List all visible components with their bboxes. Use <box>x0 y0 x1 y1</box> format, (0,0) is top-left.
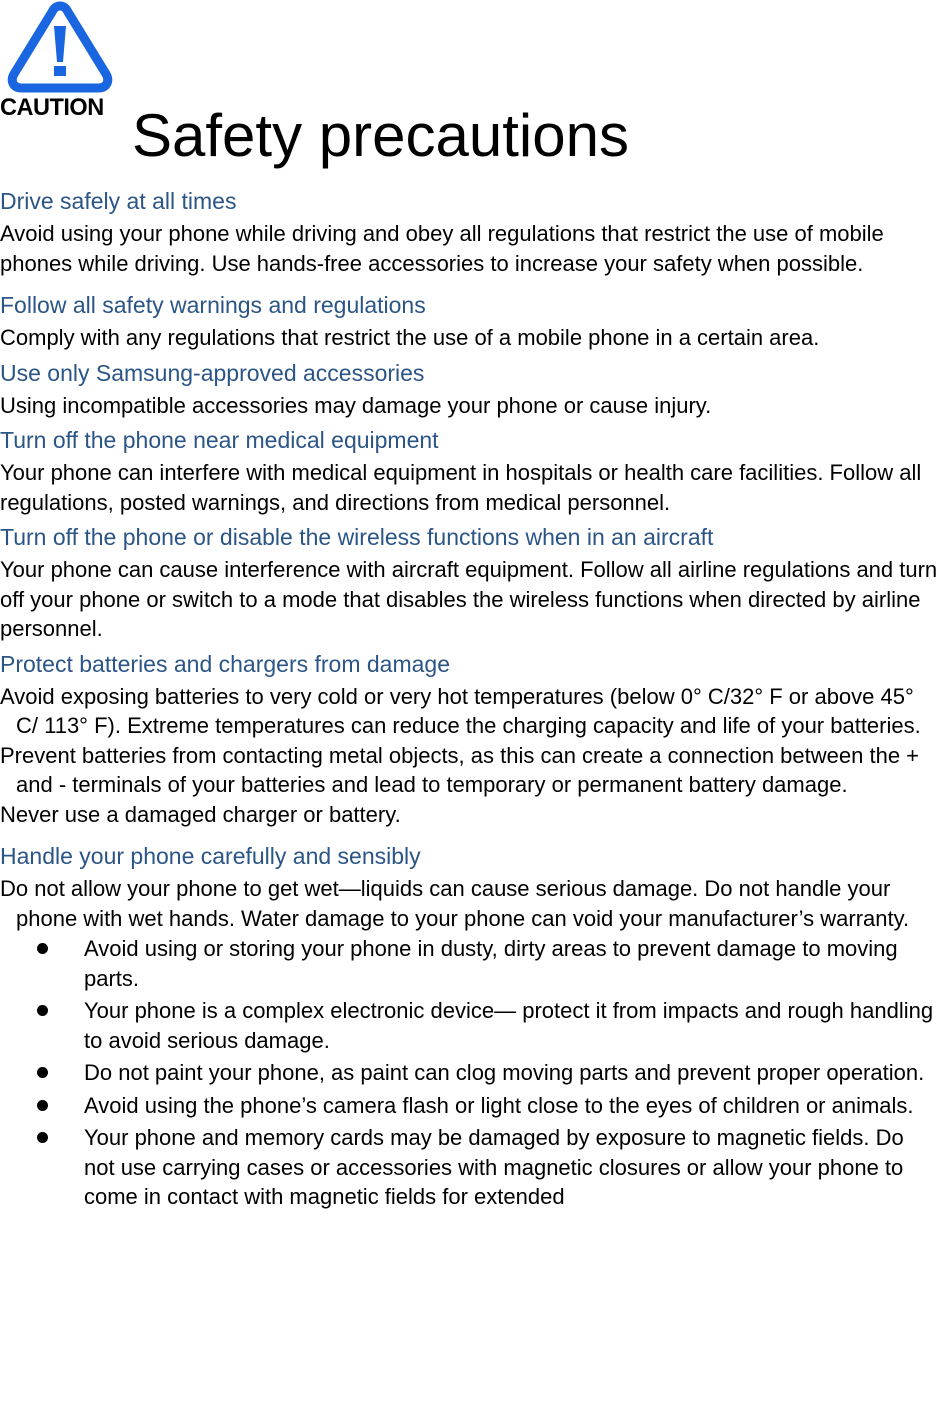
section-paragraph: Avoid using your phone while driving and obey all regulations that restrict the use of mobile phones while driving. Use hands-free accessories to increase your safety when possible. <box>0 221 884 276</box>
list-item-text: Avoid using or storing your phone in dusty, dirty areas to prevent damage to moving parts. <box>84 936 898 991</box>
section-paragraph: Your phone can interfere with medical equipment in hospitals or health care facilities. Follow all regulations, posted warnings, and directions from medical personnel. <box>0 460 922 515</box>
list-item-text: Your phone is a complex electronic device— protect it from impacts and rough handling to avoid serious damage. <box>84 998 934 1053</box>
section-paragraph: Avoid exposing batteries to very cold or very hot temperatures (below 0° C/32° F or above 45° C/ 113° F). Extreme temperatures can reduce the charging capacity and life of your batteries. <box>0 683 921 738</box>
bullet-icon <box>37 1100 48 1111</box>
section-paragraph: Never use a damaged charger or battery. <box>0 801 401 827</box>
section-heading: Protect batteries and chargers from damage <box>0 650 451 677</box>
section-paragraph: Do not allow your phone to get wet—liquids can cause serious damage. Do not handle your phone with wet hands. Water damage to your phone can void your manufacturer’s warranty. <box>0 876 910 931</box>
list-item-text: Do not paint your phone, as paint can clog moving parts and prevent proper operation. <box>84 1060 925 1085</box>
section-paragraph: Prevent batteries from contacting metal objects, as this can create a connection between the + and - terminals of your batteries and lead to temporary or permanent battery damage. <box>0 742 920 797</box>
page-header <box>0 0 938 170</box>
section-approved-accessories <box>0 358 938 421</box>
list-item <box>0 1123 938 1212</box>
list-item <box>0 996 938 1055</box>
page-title: Safety precautions <box>132 102 629 170</box>
section-handle-carefully <box>0 841 938 1212</box>
bullet-icon <box>37 1005 48 1016</box>
list-item <box>0 1091 938 1121</box>
section-heading: Handle your phone carefully and sensibly <box>0 843 421 869</box>
section-heading: Follow all safety warnings and regulations <box>0 292 426 318</box>
section-paragraph: Your phone can cause interference with aircraft equipment. Follow all airline regulations and turn off your phone or switch to a mode that disables the wireless functions when directed by airline personnel. <box>0 557 938 641</box>
section-paragraph: Using incompatible accessories may damage your phone or cause injury. <box>0 392 712 418</box>
section-safety-warnings <box>0 290 938 353</box>
document-body <box>0 186 938 1215</box>
section-batteries-chargers <box>0 649 938 830</box>
list-item <box>0 1058 938 1088</box>
bullet-icon <box>37 1132 48 1143</box>
list-item-text: Your phone and memory cards may be damaged by exposure to magnetic fields. Do not use carrying cases or accessories with magnetic closures or allow your phone to come in contact with magnetic fields for extended <box>84 1125 904 1209</box>
section-aircraft <box>0 522 938 644</box>
section-heading: Turn off the phone or disable the wireless functions when in an aircraft <box>0 524 714 550</box>
section-paragraph: Comply with any regulations that restrict the use of a mobile phone in a certain area. <box>0 325 820 350</box>
section-medical-equipment <box>0 425 938 517</box>
bullet-icon <box>37 943 48 954</box>
section-drive-safely <box>0 186 938 278</box>
bullet-icon <box>37 1067 48 1078</box>
section-heading: Use only Samsung-approved accessories <box>0 359 425 386</box>
list-item-text: Avoid using the phone’s camera flash or light close to the eyes of children or animals. <box>84 1092 914 1118</box>
list-item <box>0 934 938 993</box>
bullet-list <box>0 934 938 1212</box>
section-heading: Turn off the phone near medical equipment <box>0 427 439 453</box>
caution-label: CAUTION <box>0 94 104 121</box>
section-heading: Drive safely at all times <box>0 188 237 214</box>
